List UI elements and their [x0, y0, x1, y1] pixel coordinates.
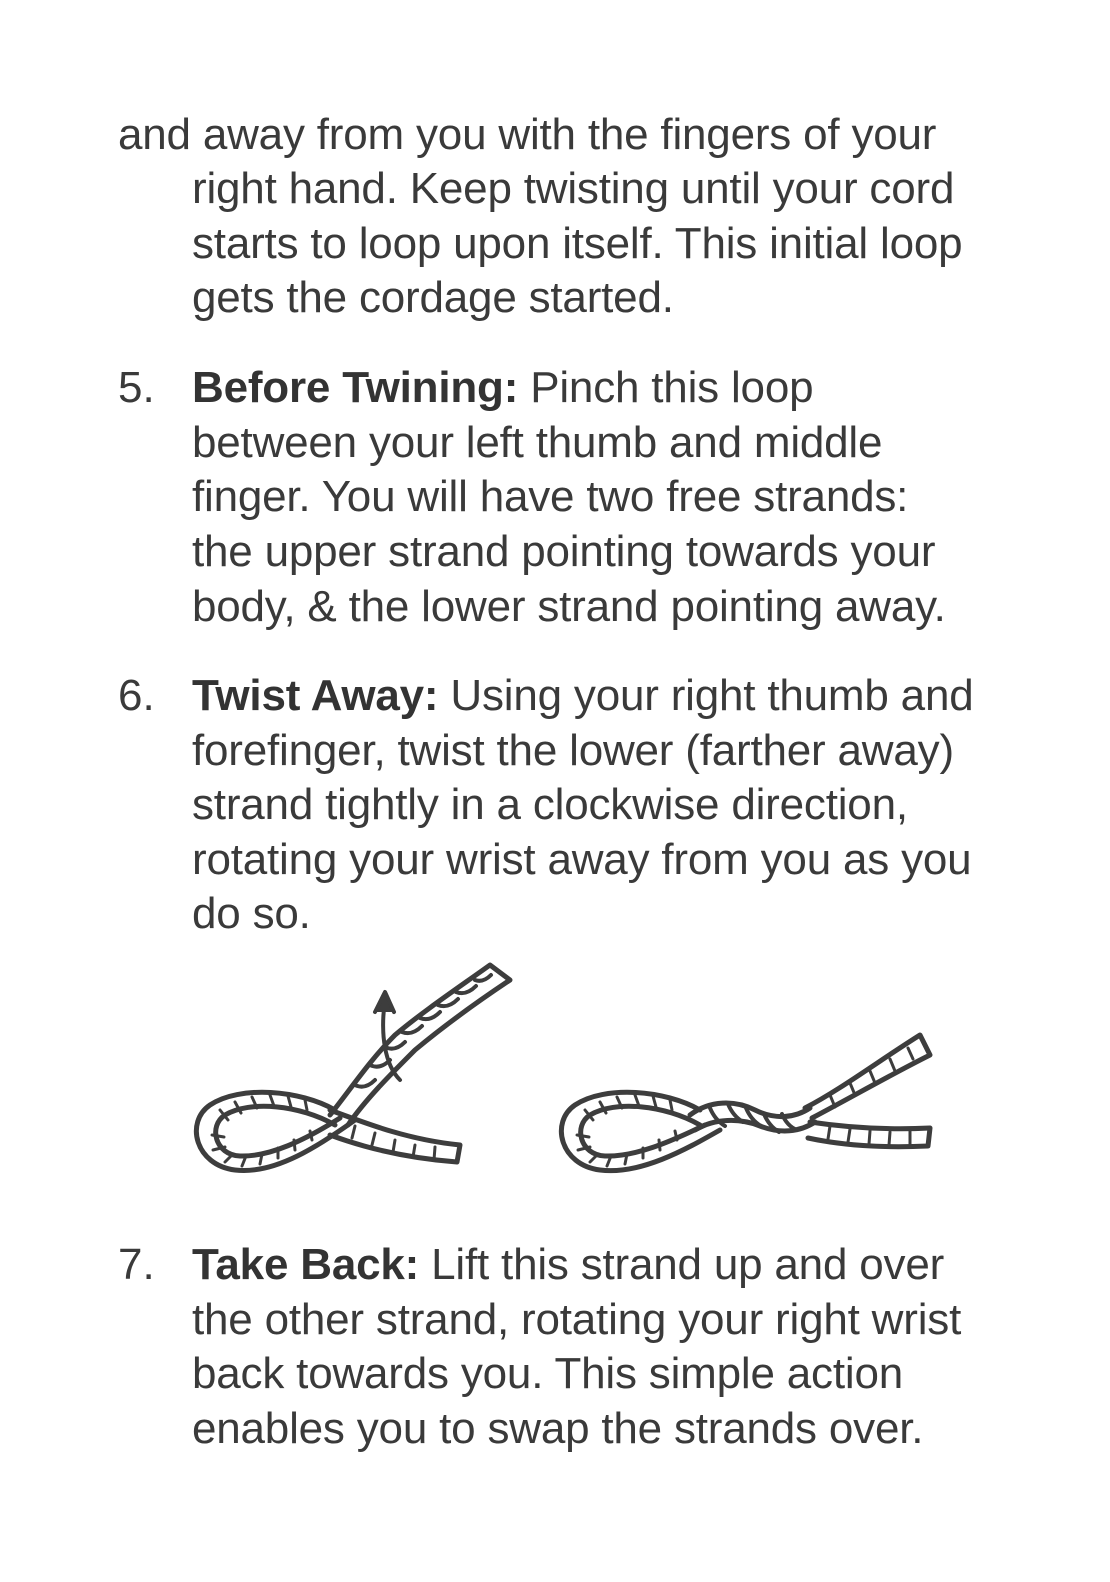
step-5-first-line-text: Pinch this loop — [518, 363, 814, 412]
step-6-first-line — [192, 669, 973, 723]
step-6-heading: Twist Away: — [192, 671, 439, 720]
left-rope-figure — [196, 965, 510, 1171]
step-5-first-line — [192, 361, 813, 415]
step-7-line-3: back towards you. This simple action — [192, 1349, 903, 1398]
step-5-line-2: between your left thumb and middle — [192, 418, 883, 467]
step-7-number: 7. — [118, 1240, 155, 1289]
continuation-line-3: starts to loop upon itself. This initial loop — [192, 219, 963, 268]
step-6-number: 6. — [118, 671, 155, 720]
step-5-line-3: finger. You will have two free strands: — [192, 472, 909, 521]
step-6-line-5: do so. — [192, 889, 311, 938]
step-6-line-4: rotating your wrist away from you as you — [192, 835, 972, 884]
step-5-line-5: body, & the lower strand pointing away. — [192, 582, 946, 631]
step-7-heading: Take Back: — [192, 1240, 420, 1289]
step-7-line-4: enables you to swap the strands over. — [192, 1404, 924, 1453]
step-7-line-2: the other strand, rotating your right wrist — [192, 1295, 962, 1344]
step-7-first-line-text: Lift this strand up and over — [419, 1240, 945, 1289]
step-6-line-3: strand tightly in a clockwise direction, — [192, 780, 908, 829]
step-5-heading: Before Twining: — [192, 363, 519, 412]
step-7-first-line — [192, 1238, 944, 1292]
step-6-first-line-text: Using your right thumb and — [438, 671, 974, 720]
right-rope-figure — [561, 1035, 930, 1171]
step-5-number: 5. — [118, 363, 155, 412]
continuation-line-4: gets the cordage started. — [192, 273, 674, 322]
rope-twist-illustration — [180, 950, 960, 1190]
step-6-line-2: forefinger, twist the lower (farther away) — [192, 726, 954, 775]
continuation-line-2: right hand. Keep twisting until your cord — [192, 164, 955, 213]
step-5-line-4: the upper strand pointing towards your — [192, 527, 936, 576]
continuation-line-1: and away from you with the fingers of your — [118, 110, 937, 159]
